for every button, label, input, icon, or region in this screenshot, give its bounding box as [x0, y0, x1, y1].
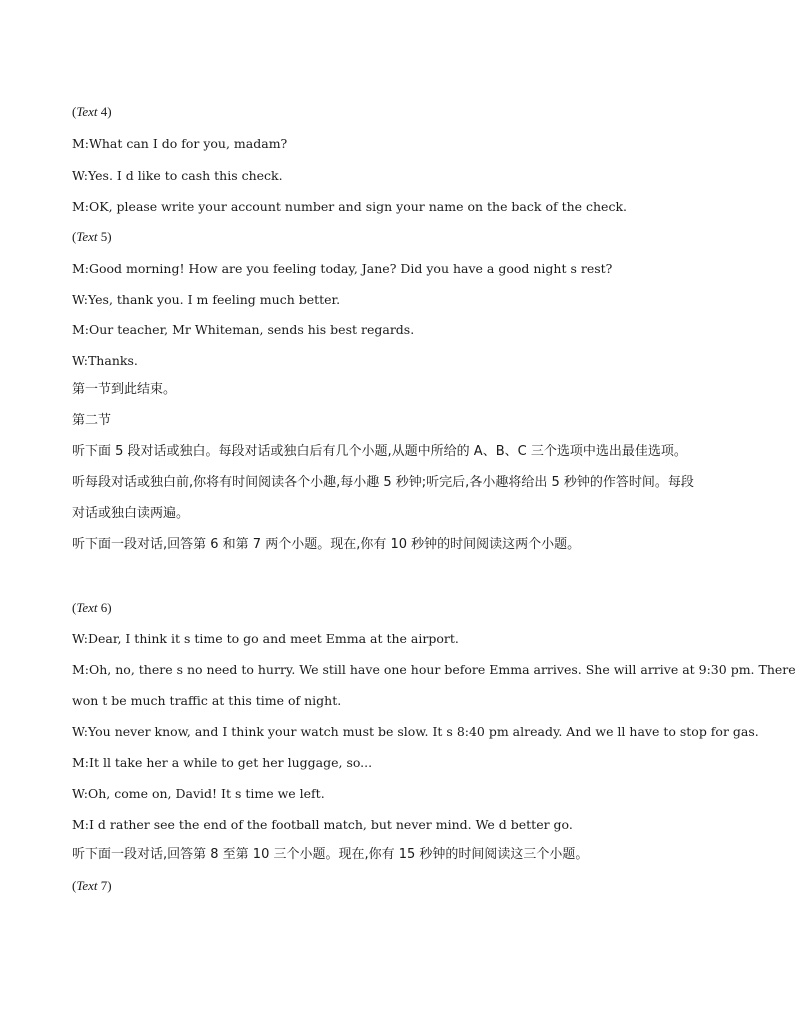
section-one-end: 第一节到此结束。: [72, 382, 177, 397]
text5-line-2: W:Yes, thank you. I m feeling much better.: [72, 292, 341, 307]
text4-line-1: M:What can I do for you, madam?: [72, 136, 288, 151]
text6-line-6: W:Oh, come on, David! It s time we left.: [72, 786, 325, 801]
text4-line-3: M:OK, please write your account number and sign your name on the back of the check.: [72, 199, 628, 214]
text6-line-4: W:You never know, and I think your watch must be slow. It s 8:40 pm already. And we ll have to stop for gas.: [72, 724, 759, 739]
text6-line-7: M:I d rather see the end of the football match, but never mind. We d better go.: [72, 817, 573, 832]
section-two-title: 第二节: [72, 413, 112, 428]
instructions-line-3: 对话或独白读两遍。: [72, 506, 190, 521]
text6-line-3: won t be much traffic at this time of night.: [72, 693, 342, 708]
text5-line-3: M:Our teacher, Mr Whiteman, sends his best regards.: [72, 322, 415, 337]
questions-6-7-prompt: 听下面一段对话,回答第 6 和第 7 两个小题。现在,你有 10 秒钟的时间阅读这两个小题。: [72, 537, 581, 552]
instructions-line-2: 听每段对话或独白前,你将有时间阅读各个小趣,每小趣 5 秒钟;听完后,各小趣将给出 5 秒钟的作答时间。每段: [72, 475, 694, 490]
text5-heading: (Text 5): [72, 229, 112, 244]
questions-8-10-prompt: 听下面一段对话,回答第 8 至第 10 三个小题。现在,你有 15 秒钟的时间阅读这三个小题。: [72, 847, 589, 862]
text4-line-2: W:Yes. I d like to cash this check.: [72, 168, 283, 183]
text5-line-1: M:Good morning! How are you feeling today, Jane? Did you have a good night s rest?: [72, 261, 613, 276]
text5-line-4: W:Thanks.: [72, 353, 138, 368]
instructions-line-1: 听下面 5 段对话或独白。每段对话或独白后有几个小题,从题中所给的 A、B、C 三个选项中选出最佳选项。: [72, 444, 687, 459]
text6-line-1: W:Dear, I think it s time to go and meet Emma at the airport.: [72, 631, 459, 646]
text6-line-5: M:It ll take her a while to get her luggage, so...: [72, 755, 373, 770]
text6-line-2: M:Oh, no, there s no need to hurry. We still have one hour before Emma arrives. She will arrive at 9:30 pm. There: [72, 662, 796, 677]
text7-heading: (Text 7): [72, 878, 112, 893]
text6-heading: (Text 6): [72, 600, 112, 615]
text4-heading: (Text 4): [72, 104, 112, 119]
